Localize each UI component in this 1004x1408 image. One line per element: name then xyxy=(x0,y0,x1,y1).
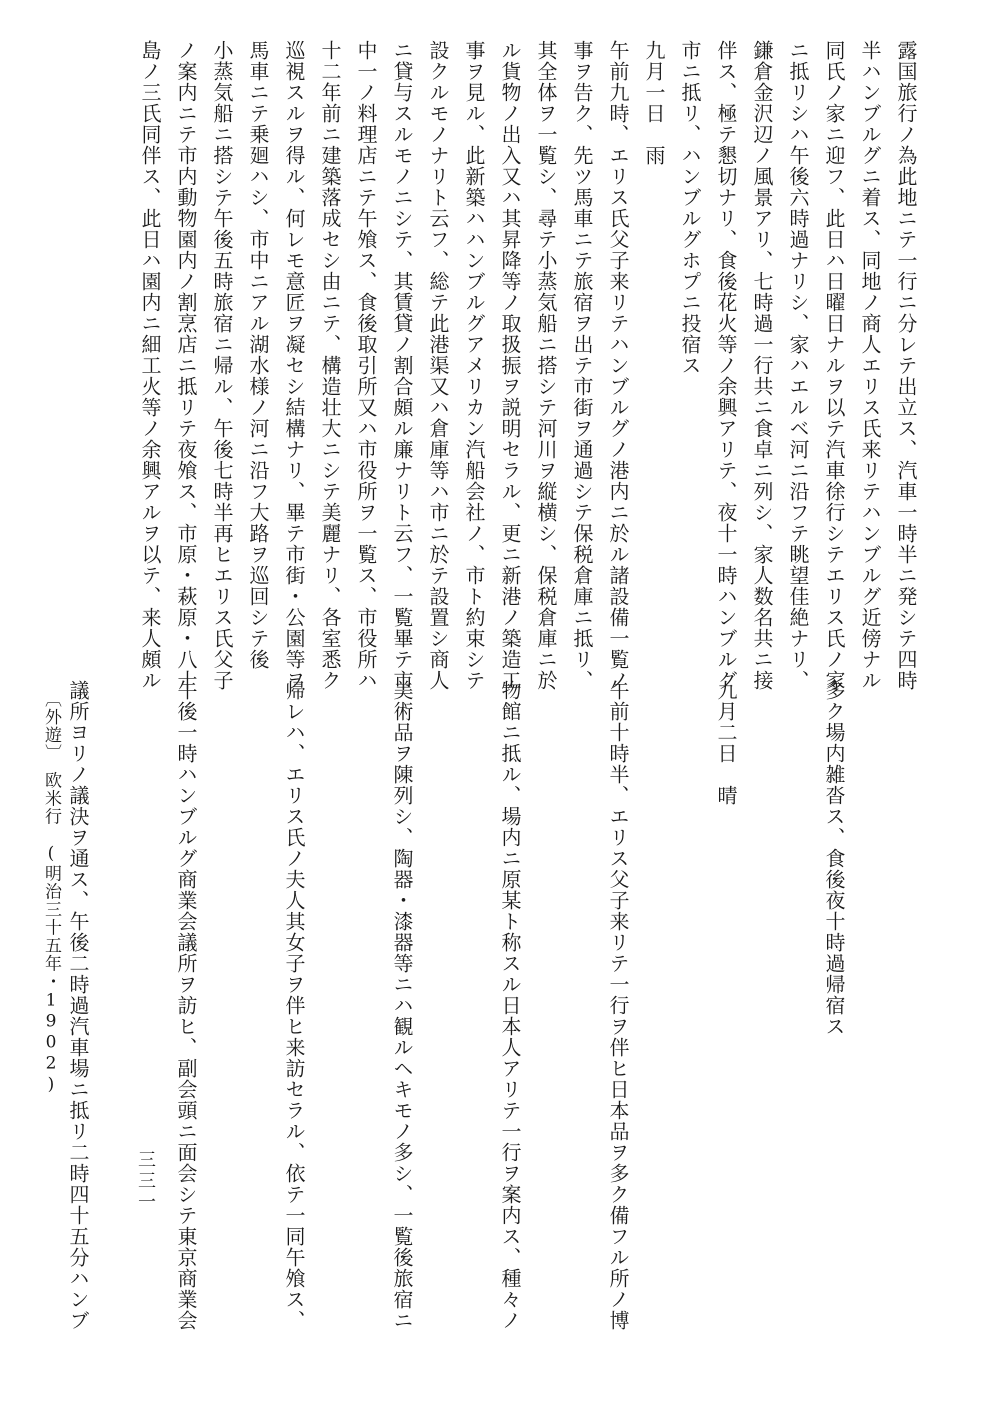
text-column: ニ抵リシハ午後六時過ナリシ、家ハエルベ河ニ沿フテ眺望佳絶ナリ、 xyxy=(786,40,810,691)
text-column: 午後一時ハンブルグ商業会議所ヲ訪ヒ、副会頭ニ面会シテ東京商業会 xyxy=(174,680,198,1331)
text-column: 半ハンブルグニ着ス、同地ノ商人エリス氏来リテハンブルグ近傍ナル xyxy=(858,40,882,691)
text-column: 市ニ抵リ、ハンブルグホプニ投宿ス xyxy=(678,40,702,376)
text-column: 物館ニ抵ル、場内ニ原某ト称スル日本人アリテ一行ヲ案内ス、種々ノ xyxy=(498,680,522,1331)
page-number: 三三一 xyxy=(135,1150,156,1213)
lower-text-block xyxy=(0,680,924,1331)
text-column: ノ案内ニテ市内動物園内ノ割烹店ニ抵リテ夜飧ス、市原・萩原・八十 xyxy=(174,40,198,691)
text-column: 露国旅行ノ為此地ニテ一行ニ分レテ出立ス、汽車一時半ニ発シテ四時 xyxy=(894,40,918,691)
text-column: 午前十時半、エリス父子来リテ一行ヲ伴ヒ日本品ヲ多ク備フル所ノ博 xyxy=(606,680,630,1331)
text-column: 小蒸気船ニ搭シテ午後五時旅宿ニ帰ル、午後七時半再ヒエリス氏父子 xyxy=(210,40,234,691)
text-column: 設クルモノナリト云フ、総テ此港渠又ハ倉庫等ハ市ニ於テ設置シ商人 xyxy=(426,40,450,691)
upper-text-block xyxy=(132,40,924,691)
text-column: 十二年前ニ建築落成セシ由ニテ、構造壮大ニシテ美麗ナリ、各室悉ク xyxy=(318,40,342,691)
text-column: ル貨物ノ出入又ハ其昇降等ノ取扱振ヲ説明セラル、更ニ新港ノ築造工 xyxy=(498,40,522,691)
text-column: 九月二日 晴 xyxy=(714,680,738,806)
text-column: 巡視スルヲ得ル、何レモ意匠ヲ凝セシ結構ナリ、畢テ市街・公園等ヲ xyxy=(282,40,306,691)
running-footer: 〔外遊〕 欧米行 (明治三十五年・1902) xyxy=(41,690,61,1096)
text-column: 帰レハ、エリス氏ノ夫人其女子ヲ伴ヒ来訪セラル、依テ一同午飧ス、 xyxy=(282,680,306,1331)
text-column: 島ノ三氏同伴ス、此日ハ園内ニ細工火等ノ余興アルヲ以テ、来人頗ル xyxy=(138,40,162,691)
text-column: 午前九時、エリス氏父子来リテハンブルグノ港内ニ於ル諸設備一覧ノ xyxy=(606,40,630,691)
text-column: 中一ノ料理店ニテ午飧ス、食後取引所又ハ市役所ヲ一覧ス、市役所ハ xyxy=(354,40,378,691)
text-column: 議所ヨリノ議決ヲ通ス、午後二時過汽車場ニ抵リ二時四十五分ハンブ xyxy=(66,680,90,1331)
text-column: 伴ス、極テ懇切ナリ、食後花火等ノ余興アリテ、夜十一時ハンブルグ xyxy=(714,40,738,691)
text-column: ニ貸与スルモノニシテ、其賃貸ノ割合頗ル廉ナリト云フ、一覧畢テ市 xyxy=(390,40,414,691)
text-column: 九月一日 雨 xyxy=(642,40,666,166)
text-column: 美術品ヲ陳列シ、陶器・漆器等ニハ観ルヘキモノ多シ、一覧後旅宿ニ xyxy=(390,680,414,1331)
text-column: 鎌倉金沢辺ノ風景アリ、七時過一行共ニ食卓ニ列シ、家人数名共ニ接 xyxy=(750,40,774,691)
text-column: 多ク場内雑沓ス、食後夜十時過帰宿ス xyxy=(822,680,846,1037)
text-column: 事ヲ告ク、先ツ馬車ニテ旅宿ヲ出テ市街ヲ通過シテ保税倉庫ニ抵リ、 xyxy=(570,40,594,691)
text-column: 事ヲ見ル、此新築ハハンブルグアメリカン汽船会社ノ、市ト約束シテ xyxy=(462,40,486,691)
text-column: 同氏ノ家ニ迎フ、此日ハ日曜日ナルヲ以テ汽車徐行シテエリス氏ノ家 xyxy=(822,40,846,691)
text-column: 其全体ヲ一覧シ、尋テ小蒸気船ニ搭シテ河川ヲ縦横シ、保税倉庫ニ於 xyxy=(534,40,558,691)
text-column: 馬車ニテ乗廻ハシ、市中ニアル湖水様ノ河ニ沿フ大路ヲ巡回シテ後 xyxy=(246,40,270,670)
